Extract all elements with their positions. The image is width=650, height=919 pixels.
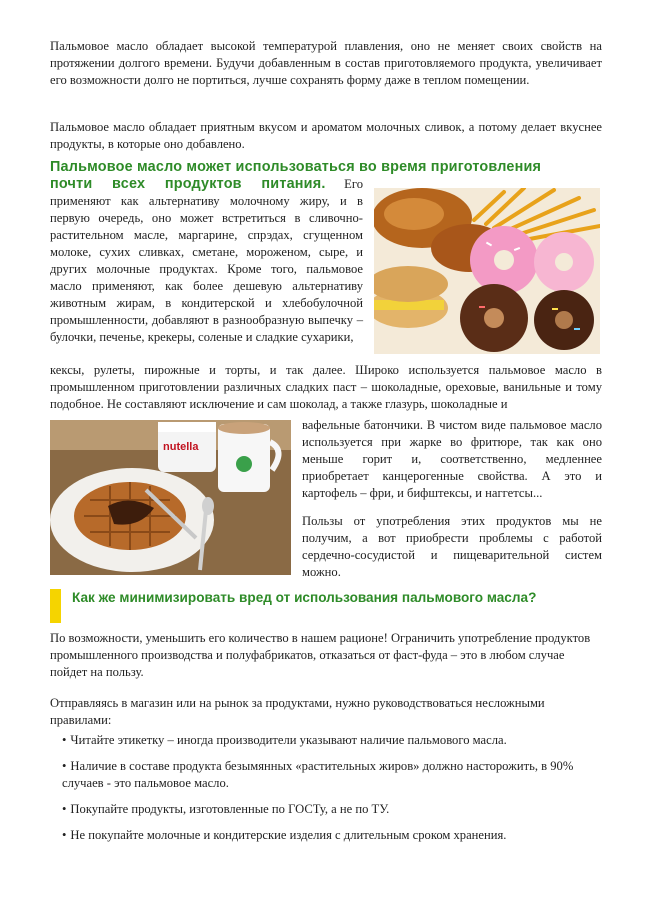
list-item: • Наличие в составе продукта безымянных «растительных жиров» должно насторожить, в 90% случаев - это пальмовое масло.	[62, 759, 574, 790]
section1-full-paragraph: кексы, рулеты, пирожные и торты, и так далее. Широко используется пальмовое масло в промышленном приготовлении различных сладких паст – шоколадные, ореховые, ванильные и тому подобное. Не составляют исключение и сам шоколад, а также глазурь, шоколадные и	[50, 363, 602, 411]
list-item: • Не покупайте молочные и кондитерские изделия с длительным сроком хранения.	[62, 828, 507, 842]
section1-float-body: Его применяют как альтернативу молочному жиру, и в первую очередь, оно может встретиться в сливочно-растительном масле, маргарине, спрэдах, сгущенном молоке, сухих сливках, сметане, мороженом, сыре, и других молочные продуктах. Кроме того, пальмовое масло применяют, как более дешевую альтернативу животным жирам, в кондитерской и хлебобулочной промышленности, добавляют в разнообразную выпечку – булочки, печенье, крекеры, соленые и сладкие сухарики,	[50, 177, 363, 344]
bullet-icon: •	[62, 828, 67, 842]
section2-paragraph-1: По возможности, уменьшить его количество в нашем рационе! Ограничить употребление продуктов промышленного производства и полуфабрикатов, отказаться от фаст-фуда – это в любом случае пойдет на пользу.	[50, 631, 591, 679]
fastfood-illustration	[374, 188, 600, 354]
section2-paragraph-2: Отправляясь в магазин или на рынок за продуктами, нужно руководствоваться несложными правилами:	[50, 696, 545, 727]
section1-right-paragraph: вафельные батончики. В чистом виде пальмовое масло используется при жарке во фритюре, так как оно меньше горит и, соответственно, медленнее приобретает канцерогенные свойства. А это и картофель – фри, и бифштексы, и наггетсы...	[302, 418, 602, 500]
section1-right-paragraph-2: Пользы от употребления этих продуктов мы не получим, а вот приобрести проблемы с работой сердечно-сосудистой и пищеварительной систем можно.	[302, 514, 602, 579]
intro-paragraph-2: Пальмовое масло обладает приятным вкусом и ароматом молочных сливок, а потому делает вкуснее продукты, в которые оно добавлено.	[50, 120, 602, 151]
bullet-icon: •	[62, 733, 67, 747]
waffles-nutella-image	[50, 420, 291, 575]
bullet-icon: •	[62, 759, 67, 773]
fastfood-donuts-image	[374, 188, 600, 354]
waffles-illustration	[50, 420, 291, 575]
section1-heading-line2: почти всех продуктов питания.	[50, 176, 326, 192]
list-item: • Покупайте продукты, изготовленные по ГОСТу, а не по ТУ.	[62, 802, 390, 816]
section1-float-text	[50, 176, 363, 346]
rules-list	[62, 732, 602, 853]
nutella-label: nutella	[163, 441, 199, 453]
bullet-icon: •	[62, 802, 67, 816]
accent-bar	[50, 589, 61, 623]
list-item: • Читайте этикетку – иногда производители указывают наличие пальмового масла.	[62, 733, 507, 747]
section2-heading: Как же минимизировать вред от использования пальмового масла?	[72, 590, 537, 605]
section1-heading-line1: Пальмовое масло может использоваться во время приготовления	[50, 159, 542, 175]
intro-paragraph-1: Пальмовое масло обладает высокой температурой плавления, оно не меняет своих свойств на протяжении долгого времени. Будучи добавленным в состав приготовляемого продукта, увеличивает его возможности долго не портиться, лучше сохранять форму даже в теплом помещении.	[50, 39, 602, 87]
